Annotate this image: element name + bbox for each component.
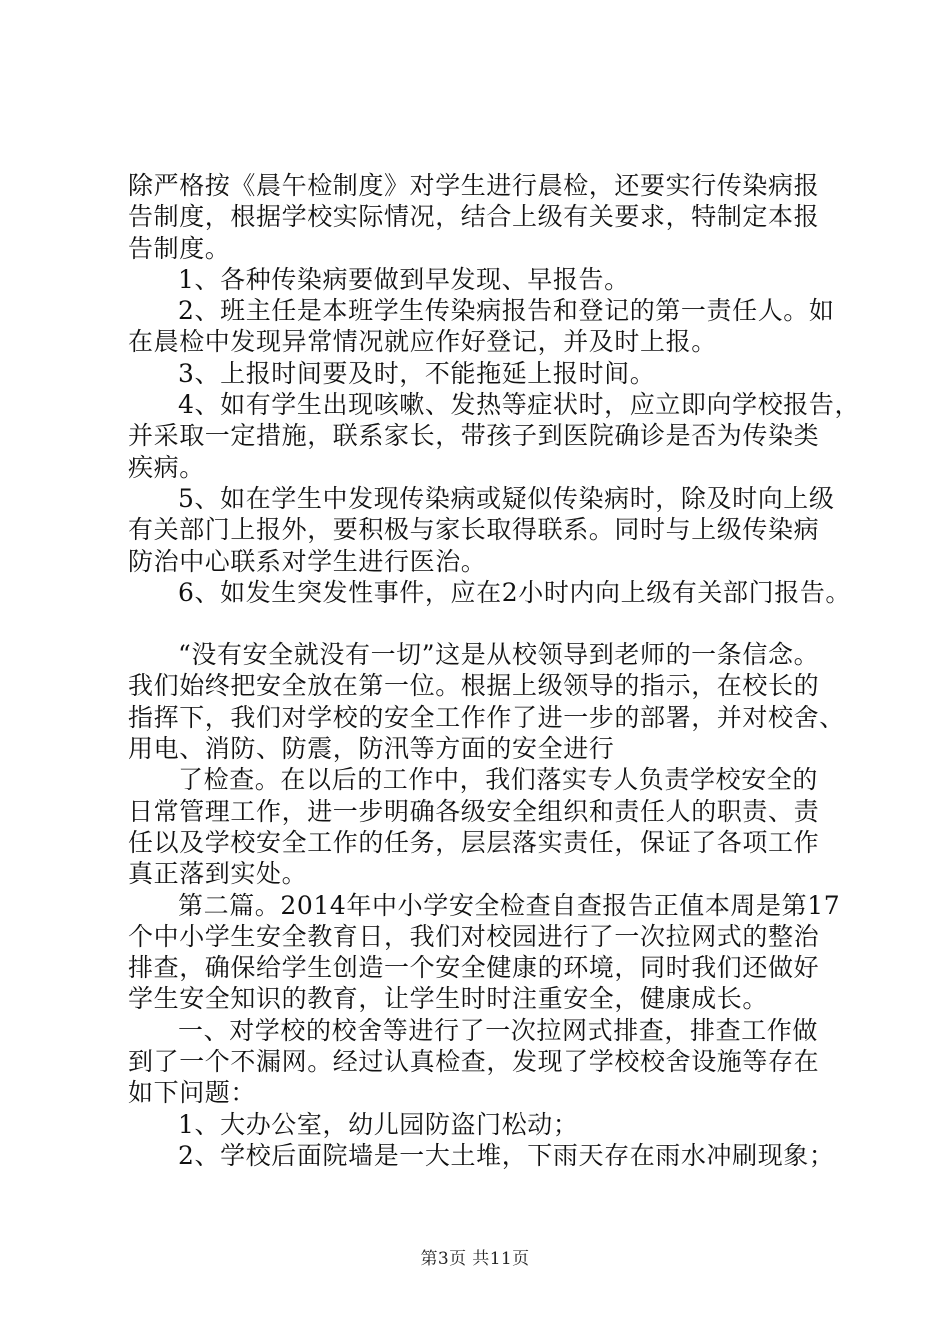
text-line: 真正落到实处。 [128, 859, 308, 889]
paragraph [128, 264, 828, 295]
page-number-footer: 第3页 共11页 [420, 1249, 530, 1269]
text-line: 了检查。在以后的工作中，我们落实专人负责学校安全的 [178, 765, 819, 795]
text-line: 有关部门上报外，要积极与家长取得联系。同时与上级传染病 [128, 515, 820, 545]
paragraph [128, 1015, 828, 1109]
text-line: 一、对学校的校舍等进行了一次拉网式排查，排查工作做 [178, 1015, 819, 1045]
text-line: 如下问题： [128, 1078, 257, 1108]
text-line: 日常管理工作，进一步明确各级安全组织和责任人的职责、责 [128, 796, 820, 826]
text-line: 学生安全知识的教育，让学生时时注重安全，健康成长。 [128, 984, 769, 1014]
text-line: 告制度，根据学校实际情况，结合上级有关要求，特制定本报 [128, 202, 820, 232]
text-line: 个中小学生安全教育日，我们对校园进行了一次拉网式的整治 [128, 921, 820, 951]
paragraph [128, 170, 828, 264]
text-line: 6、如发生突发性事件，应在2小时内向上级有关部门报告。 [178, 577, 852, 607]
paragraph [128, 890, 841, 1015]
text-line: 1、大办公室，幼儿园防盗门松动； [178, 1109, 579, 1139]
text-line: 疾病。 [128, 452, 205, 482]
document-body [128, 170, 861, 1171]
text-line: 任以及学校安全工作的任务，层层落实责任，保证了各项工作 [128, 827, 820, 857]
text-line: 到了一个不漏网。经过认真检查，发现了学校校舍设施等存在 [128, 1047, 820, 1077]
text-line: 防治中心联系对学生进行医治。 [128, 546, 487, 576]
text-line: 4、如有学生出现咳嗽、发热等症状时，应立即向学校报告， [178, 390, 861, 420]
paragraph [128, 764, 828, 889]
text-line: 3、上报时间要及时，不能拖延上报时间。 [178, 358, 656, 388]
paragraph-spacer [128, 608, 828, 639]
text-line: 我们始终把安全放在第一位。根据上级领导的指示，在校长的 [128, 671, 820, 701]
paragraph [128, 389, 861, 483]
text-line: 5、如在学生中发现传染病或疑似传染病时，除及时向上级 [178, 483, 835, 513]
paragraph [128, 577, 852, 608]
text-line: 排查，确保给学生创造一个安全健康的环境，同时我们还做好 [128, 953, 820, 983]
text-line: 除严格按《晨午检制度》对学生进行晨检，还要实行传染病报 [128, 171, 820, 200]
paragraph [128, 1109, 828, 1140]
text-line: 2、学校后面院墙是一大土堆，下雨天存在雨水冲刷现象； [178, 1140, 835, 1170]
paragraph [128, 1140, 835, 1171]
text-line: 指挥下，我们对学校的安全工作作了进一步的部署，并对校舍、 [128, 702, 845, 732]
paragraph [128, 639, 845, 764]
text-line: 2、班主任是本班学生传染病报告和登记的第一责任人。如 [178, 296, 835, 326]
text-line: 在晨检中发现异常情况就应作好登记，并及时上报。 [128, 327, 717, 357]
paragraph [128, 358, 828, 389]
paragraph [128, 483, 835, 577]
text-line: 用电、消防、防震，防汛等方面的安全进行 [128, 734, 615, 764]
text-line: 并采取一定措施，联系家长，带孩子到医院确诊是否为传染类 [128, 421, 820, 451]
text-line: 第二篇。2014年中小学安全检查自查报告正值本周是第17 [178, 890, 841, 920]
text-line: 1、各种传染病要做到早发现、早报告。 [178, 264, 630, 294]
paragraph [128, 295, 835, 358]
text-line: 告制度。 [128, 233, 231, 263]
text-line: “没有安全就没有一切”这是从校领导到老师的一条信念。 [178, 640, 820, 670]
